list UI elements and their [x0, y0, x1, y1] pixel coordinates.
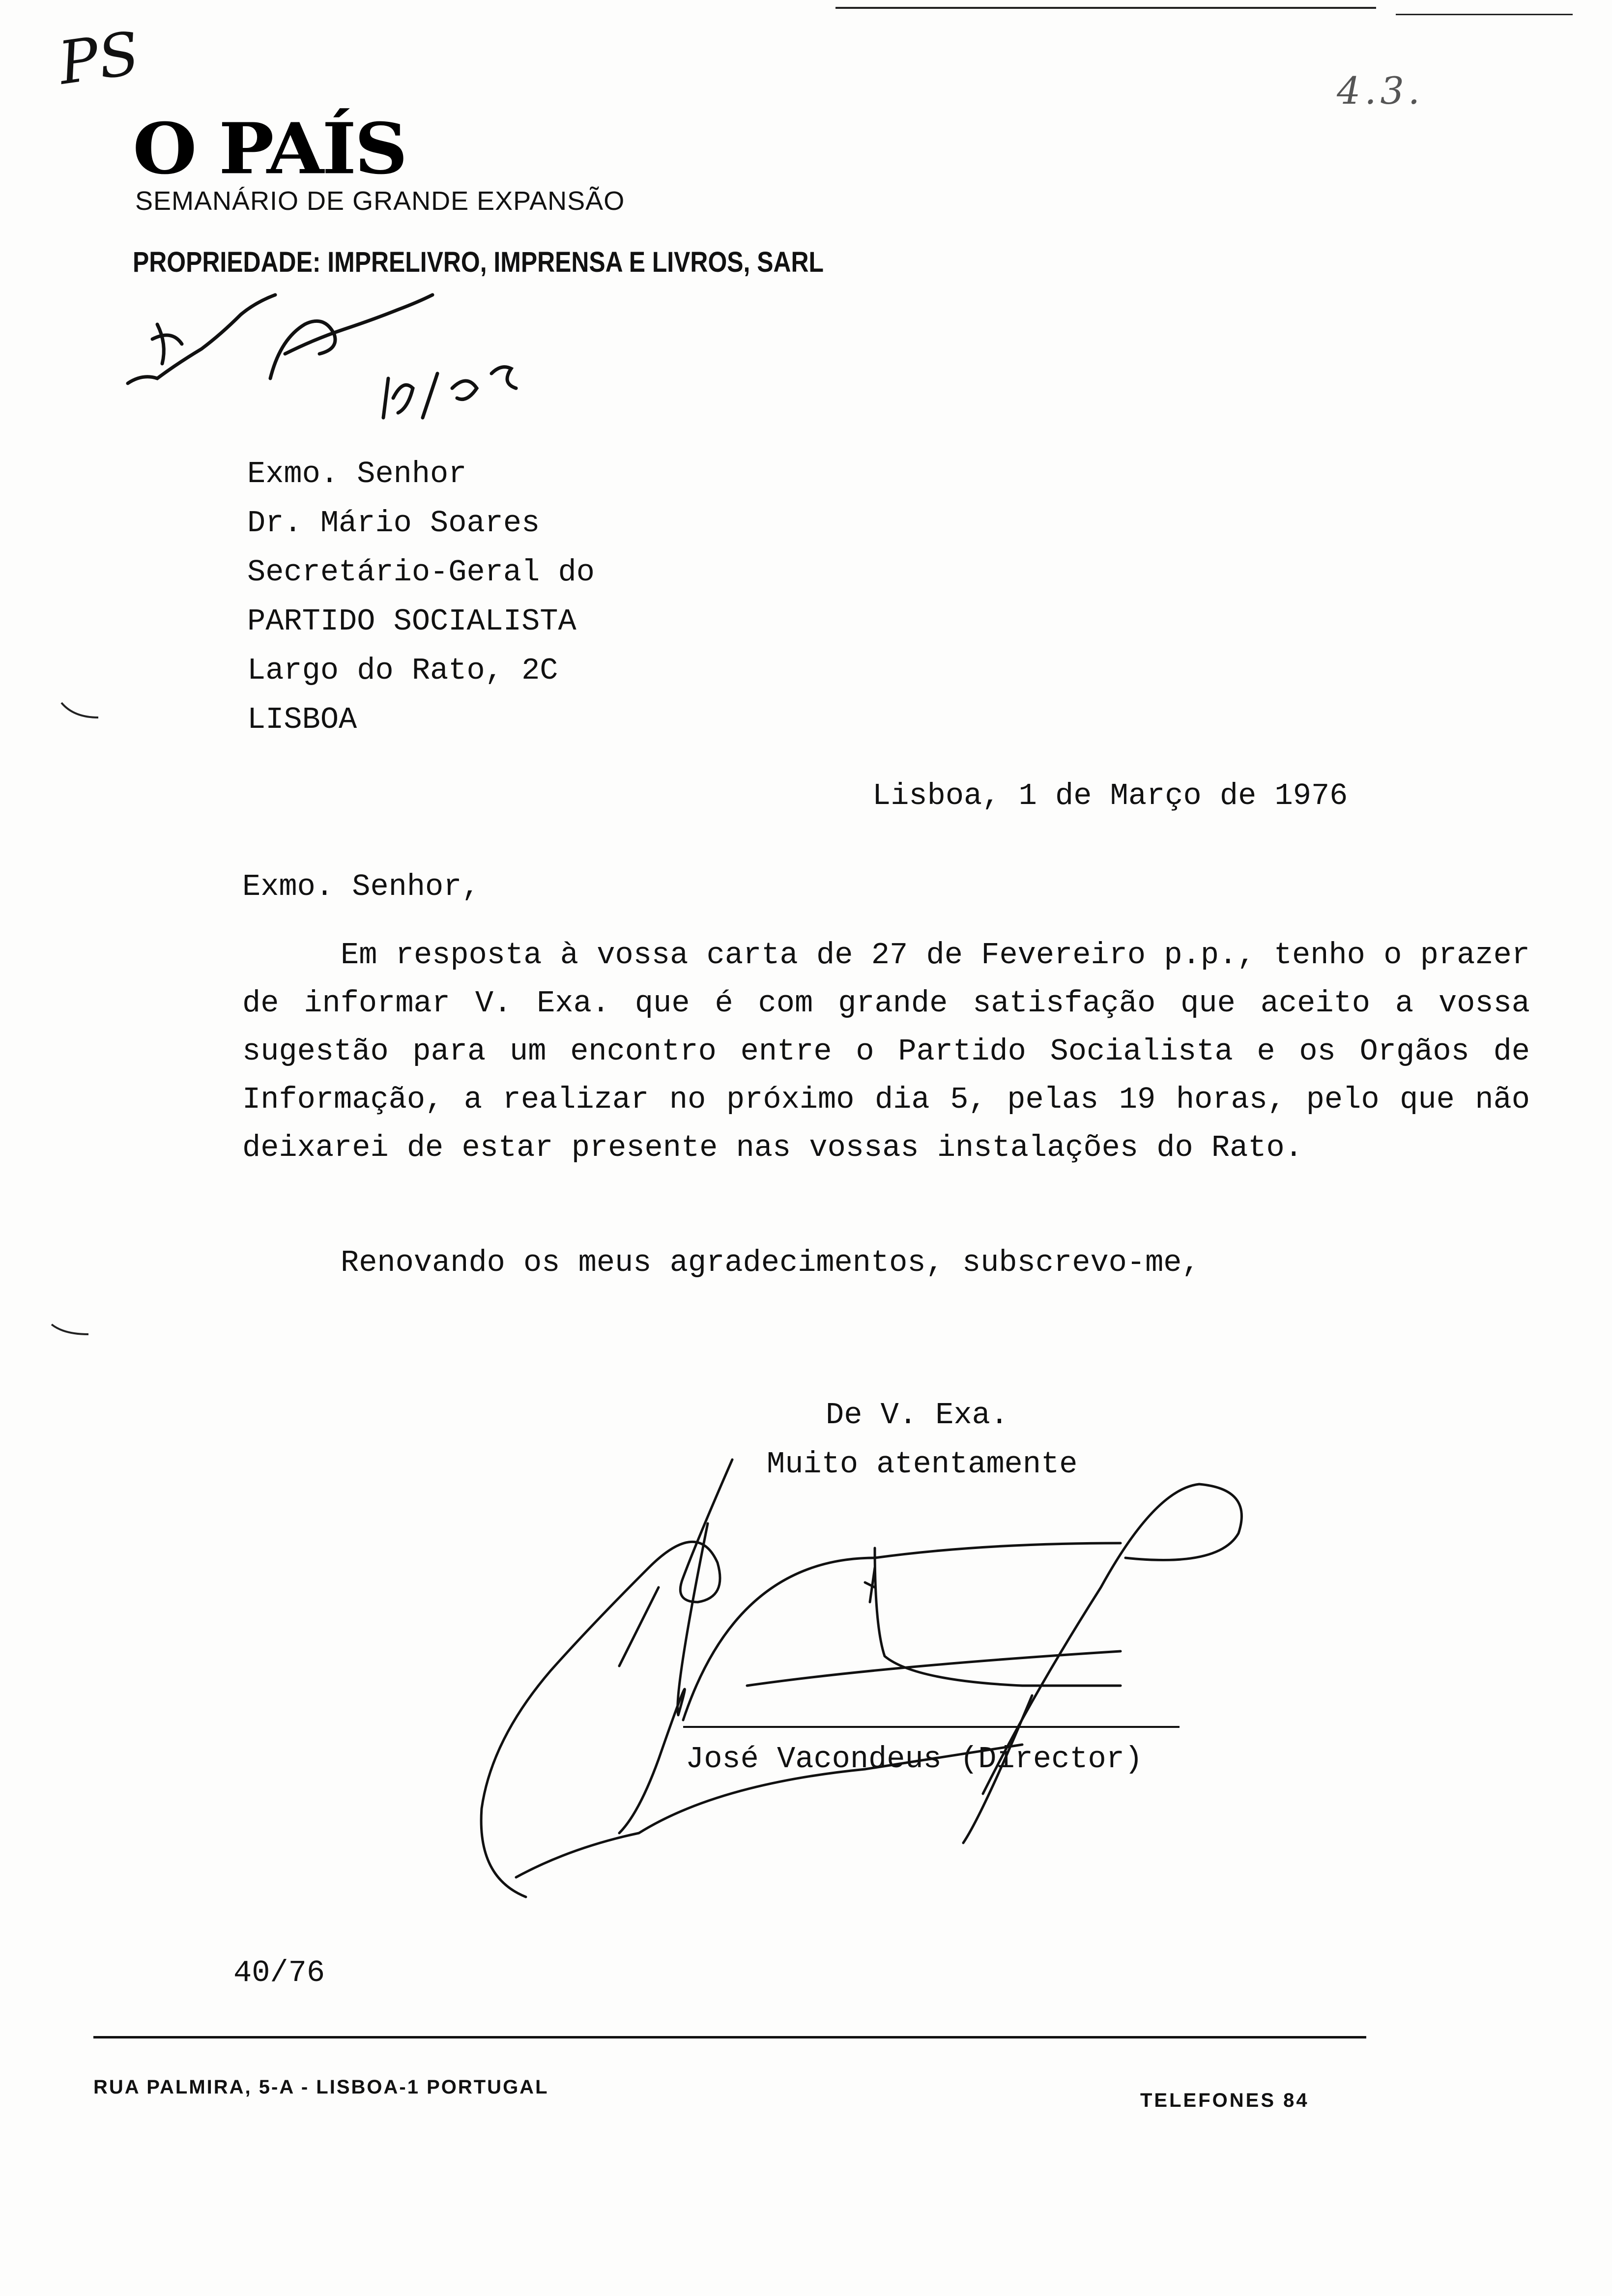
signature-line — [683, 1726, 1180, 1728]
handwritten-ps-mark: PS — [55, 19, 144, 98]
margin-tick-mark — [59, 698, 103, 722]
recipient-line: Largo do Rato, 2C — [247, 653, 558, 688]
reference-number: 40/76 — [233, 1955, 325, 1990]
margin-tick-mark — [49, 1322, 93, 1342]
sign-off-line-1: De V. Exa. — [826, 1398, 1009, 1433]
footer-rule — [93, 2036, 1366, 2038]
letterhead-tagline: SEMANÁRIO DE GRANDE EXPANSÃO — [135, 186, 625, 216]
footer-phone: TELEFONES 84 — [1140, 2090, 1309, 2111]
recipient-line: LISBOA — [247, 702, 357, 737]
recipient-line: PARTIDO SOCIALISTA — [247, 604, 576, 639]
recipient-line: Dr. Mário Soares — [247, 506, 540, 541]
date-line: Lisboa, 1 de Março de 1976 — [872, 778, 1348, 813]
top-edge-rule-short — [1396, 14, 1573, 15]
footer-address: RUA PALMIRA, 5-A - LISBOA-1 PORTUGAL — [93, 2076, 549, 2098]
letterhead-owner: PROPRIEDADE: IMPRELIVRO, IMPRENSA E LIVROS, SARL — [133, 246, 824, 278]
recipient-line: Exmo. Senhor — [247, 457, 467, 491]
salutation: Exmo. Senhor, — [242, 869, 480, 904]
handwritten-filing-note — [98, 265, 541, 432]
handwritten-signature — [442, 1440, 1278, 1912]
recipient-address — [247, 450, 595, 745]
handwritten-reference-mark: 4.3. — [1337, 69, 1424, 113]
signatory-name: José Vacondeus (Director) — [686, 1742, 1143, 1777]
recipient-line: Secretário-Geral do — [247, 555, 595, 590]
letter-body — [242, 931, 1530, 1172]
newspaper-logo: O PAÍS — [133, 108, 406, 190]
body-paragraph: Em resposta à vossa carta de 27 de Fevereiro p.p., tenho o prazer de informar V. Exa. que é com grande satisfação que aceito a vossa sugestão para um encontro entre o Partido Socialista e os Orgãos de Informação, a realizar no próximo dia 5, pelas 19 horas, pelo que não deixarei de estar presente nas vossas instalações do Rato. — [242, 938, 1530, 1165]
top-edge-rule — [835, 7, 1376, 9]
closing-sentence: Renovando os meus agradecimentos, subscrevo-me, — [341, 1245, 1200, 1280]
sign-off-line-2: Muito atentamente — [767, 1447, 1078, 1482]
